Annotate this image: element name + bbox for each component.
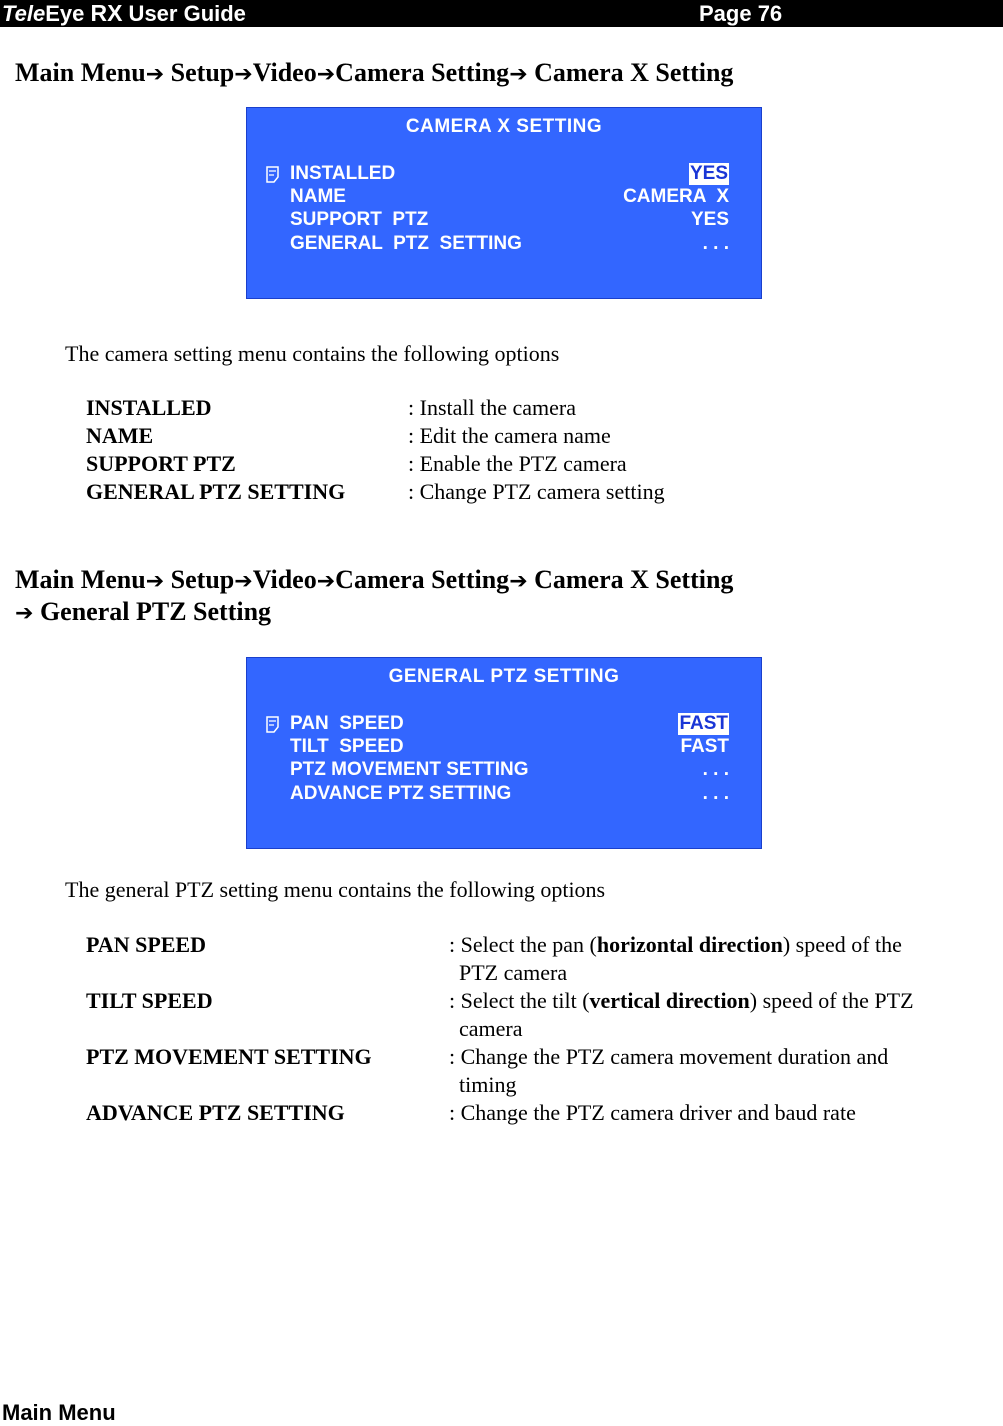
selected-value[interactable]: FAST xyxy=(679,713,728,734)
option-term: NAME xyxy=(86,423,154,448)
option-desc: : Edit the camera name xyxy=(408,423,611,448)
arrow-right-icon: ➔ xyxy=(509,569,528,594)
arrow-right-icon: ➔ xyxy=(145,62,165,87)
option-desc-continued: timing xyxy=(459,1072,517,1097)
osd-row-advance-ptz-setting[interactable]: ADVANCE PTZ SETTING . . . xyxy=(290,783,729,804)
section2-intro: The general PTZ setting menu contains the following options xyxy=(65,877,606,902)
option-desc: : Change the PTZ camera driver and baud rate xyxy=(449,1100,856,1125)
option-desc-continued: camera xyxy=(459,1016,523,1041)
osd-title: GENERAL PTZ SETTING xyxy=(388,666,620,687)
camera-x-setting-screen xyxy=(246,107,762,299)
option-term: GENERAL PTZ SETTING xyxy=(86,479,346,504)
option-desc: : Install the camera xyxy=(408,395,576,420)
arrow-right-icon: ➔ xyxy=(316,62,336,87)
menu-cursor-icon xyxy=(266,716,279,733)
option-desc: : Change the PTZ camera movement duration and xyxy=(449,1044,889,1069)
osd-row-ptz-movement-setting[interactable]: PTZ MOVEMENT SETTING . . . xyxy=(290,759,729,780)
osd-row-support-ptz[interactable]: SUPPORT PTZ YES xyxy=(290,209,729,230)
document-brand: TeleEye RX User Guide xyxy=(2,0,246,26)
page-header xyxy=(0,0,1003,27)
section1-breadcrumb: Main Menu➔ Setup➔Video➔Camera Setting➔ Camera X Setting xyxy=(15,58,734,87)
osd-row-general-ptz-setting[interactable]: GENERAL PTZ SETTING . . . xyxy=(290,233,729,254)
option-desc: : Select the pan (horizontal direction) speed of the xyxy=(449,932,902,957)
arrow-right-icon: ➔ xyxy=(15,601,34,626)
osd-row-name[interactable]: NAME CAMERA X xyxy=(290,186,729,207)
arrow-right-icon: ➔ xyxy=(316,569,336,594)
osd-title: CAMERA X SETTING xyxy=(405,116,603,137)
arrow-right-icon: ➔ xyxy=(234,62,253,87)
osd-row-pan-speed[interactable]: PAN SPEED FAST xyxy=(290,713,728,734)
option-desc: : Change PTZ camera setting xyxy=(408,479,665,504)
selected-value[interactable]: YES xyxy=(689,163,728,184)
arrow-right-icon: ➔ xyxy=(145,569,165,594)
option-term: TILT SPEED xyxy=(86,988,213,1013)
arrow-right-icon: ➔ xyxy=(234,569,253,594)
option-term: PAN SPEED xyxy=(86,932,206,957)
arrow-right-icon: ➔ xyxy=(509,62,528,87)
next-section-heading: Main Menu xyxy=(2,1400,116,1425)
osd-row-installed[interactable]: INSTALLED YES xyxy=(290,163,728,184)
option-term: PTZ MOVEMENT SETTING xyxy=(86,1044,372,1069)
osd-row-tilt-speed[interactable]: TILT SPEED FAST xyxy=(290,736,729,757)
section2-breadcrumb-line2: ➔ General PTZ Setting xyxy=(15,597,272,626)
option-term: INSTALLED xyxy=(86,395,212,420)
option-term: SUPPORT PTZ xyxy=(86,451,236,476)
option-desc: : Enable the PTZ camera xyxy=(408,451,627,476)
option-desc-continued: PTZ camera xyxy=(459,960,568,985)
section1-intro: The camera setting menu contains the following options xyxy=(65,341,560,366)
menu-cursor-icon xyxy=(266,166,279,183)
page-number: Page 76 xyxy=(699,1,783,26)
general-ptz-setting-screen xyxy=(246,657,762,849)
option-desc: : Select the tilt (vertical direction) speed of the PTZ xyxy=(449,988,914,1013)
option-term: ADVANCE PTZ SETTING xyxy=(86,1100,345,1125)
section2-breadcrumb: Main Menu➔ Setup➔Video➔Camera Setting➔ Camera X Setting xyxy=(15,565,734,594)
